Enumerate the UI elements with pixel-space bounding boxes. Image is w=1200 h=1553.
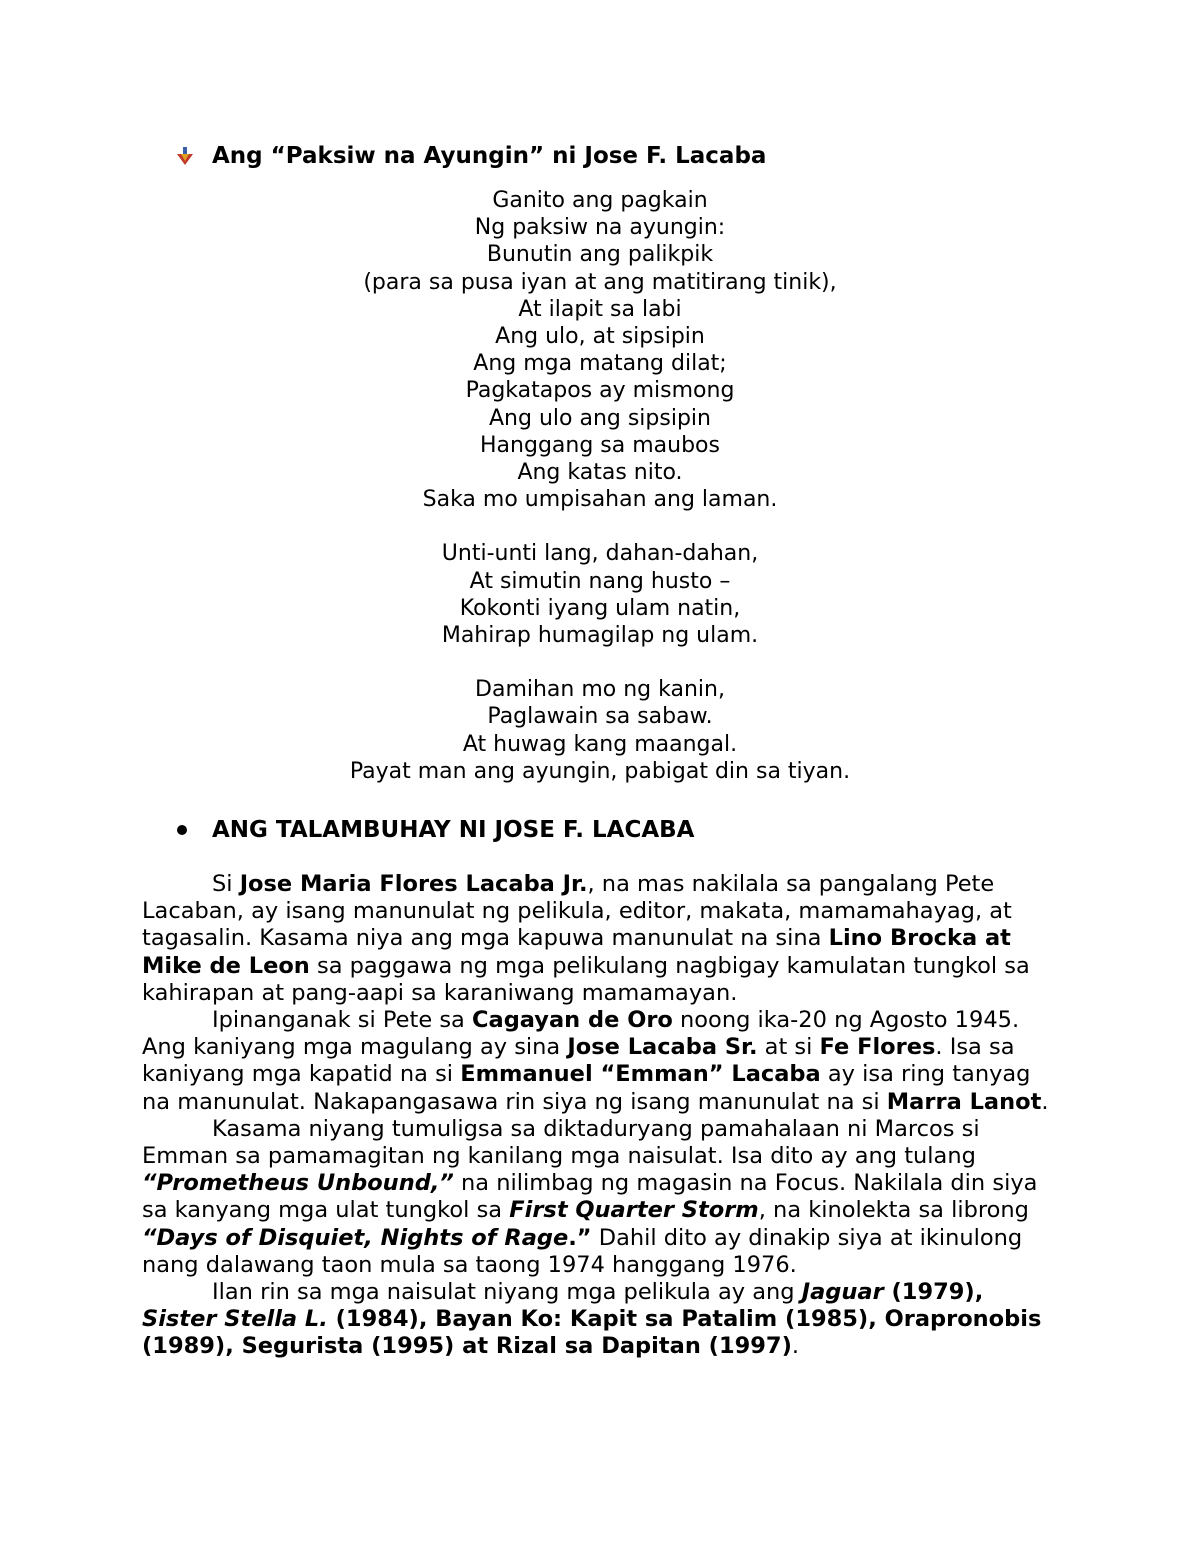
poem-line: At ilapit sa labi xyxy=(518,296,682,322)
text-run: Si xyxy=(212,871,240,897)
bio-paragraph-1 xyxy=(142,871,1062,1007)
arrow-down-bullet-icon xyxy=(175,145,195,167)
poem-line: Ang ulo, at sipsipin xyxy=(495,324,705,350)
bio-paragraph-3 xyxy=(142,1116,1062,1279)
bold-italic-title: “Prometheus Unbound,” xyxy=(142,1170,454,1197)
poem-line: At huwag kang maangal. xyxy=(462,731,738,757)
poem-line: Payat man ang ayungin, pabigat din sa tiyan. xyxy=(349,758,851,784)
poem-line: Ng paksiw na ayungin: xyxy=(474,215,726,241)
text-run: sa paggawa ng mga pelikulang nagbigay kamulatan tungkol sa kahirapan at pang-aapi sa karaniwang mamamayan. xyxy=(142,952,1030,1006)
poem-line: Bunutin ang palikpik xyxy=(486,242,714,268)
bio-paragraph-2 xyxy=(142,1007,1062,1116)
text-run: na nilimbag ng magasin na Focus. Nakilala din siya sa kanyang mga ulat tungkol sa xyxy=(142,1170,1038,1224)
text-run: Ilan rin sa mga naisulat niyang mga pelikula ay ang xyxy=(212,1279,802,1306)
poem-stanza-2 xyxy=(200,540,1000,649)
bold-year: (1979), xyxy=(883,1279,984,1306)
bold-italic-title: Sister Stella L. xyxy=(142,1306,328,1333)
text-run: Kasama niyang tumuligsa sa diktaduryang pamahalaan ni Marcos si Emman sa pamamagitan ng kanilang mga naisulat. Isa dito ay ang tulang xyxy=(142,1115,980,1170)
poem-line: Kokonti iyang ulam natin, xyxy=(459,595,741,621)
poem-line: Pagkatapos ay mismong xyxy=(465,378,735,404)
poem-line: (para sa pusa iyan at ang matitirang tinik), xyxy=(363,269,837,295)
biography-body xyxy=(142,871,1062,1361)
poem-line: Ang mga matang dilat; xyxy=(473,351,727,377)
text-run: , na kinolekta sa librong xyxy=(758,1197,1029,1224)
text-run: Dahil dito ay dinakip siya at ikinulong nang dalawang taon mula sa taong 1974 hanggang 1976. xyxy=(142,1224,1023,1278)
bold-name: Emmanuel “Emman” Lacaba xyxy=(460,1061,821,1088)
bold-name: Lino Brocka at Mike de Leon xyxy=(142,925,1011,979)
bio-paragraph-4 xyxy=(142,1279,1062,1361)
text-run: at si xyxy=(757,1034,820,1061)
bullet-icon xyxy=(177,825,187,835)
text-run: . xyxy=(1041,1088,1049,1115)
text-run: , na mas nakilala sa pangalang Pete Lacaban, ay isang manunulat ng pelikula, editor, makata, mamamahayag, at tagasalin. Kasama niya ang mga kapuwa manunulat na sina xyxy=(142,871,1012,952)
bold-italic-title: First Quarter Storm xyxy=(509,1197,759,1224)
poem-line: Ang katas nito. xyxy=(517,460,683,486)
bold-italic-title: Jaguar xyxy=(801,1279,884,1306)
poem-line: Hanggang sa maubos xyxy=(480,432,720,458)
bold-film-list: (1984), Bayan Ko: Kapit sa Patalim (1985), Orapronobis (1989), Segurista (1995) at Rizal sa Dapitan (1997) xyxy=(142,1306,1042,1360)
poem-line: Ganito ang pagkain xyxy=(492,188,708,213)
biography-heading: ANG TALAMBUHAY NI JOSE F. LACABA xyxy=(212,817,695,843)
bold-place: Cagayan de Oro xyxy=(472,1007,673,1034)
bold-name: Marra Lanot xyxy=(886,1088,1042,1115)
text-run: Ipinanganak si Pete sa xyxy=(212,1007,472,1034)
poem-heading: Ang “Paksiw na Ayungin” ni Jose F. Lacaba xyxy=(212,143,767,169)
poem-line: Paglawain sa sabaw. xyxy=(487,704,713,730)
text-run: ay isa ring tanyag na manunulat. Nakapangasawa rin siya ng isang manunulat na si xyxy=(142,1061,1031,1115)
bold-name: Jose Lacaba Sr. xyxy=(567,1034,758,1061)
poem-line: Unti-unti lang, dahan-dahan, xyxy=(441,541,759,567)
bold-italic-title: “Days of Disquiet, Nights of Rage xyxy=(142,1224,569,1251)
bold-name: Fe Flores xyxy=(819,1034,936,1061)
poem-stanza-3 xyxy=(200,676,1000,785)
poem-line: Saka mo umpisahan ang laman. xyxy=(422,487,778,513)
poem-stanza-1 xyxy=(200,187,1000,513)
poem-line: At simutin nang husto – xyxy=(469,568,731,594)
bold-punctuation: .” xyxy=(568,1224,592,1251)
text-run: . xyxy=(791,1333,800,1360)
poem-line: Damihan mo ng kanin, xyxy=(475,677,725,703)
poem-body xyxy=(200,187,1000,812)
poem-line: Mahirap humagilap ng ulam. xyxy=(441,623,759,649)
poem-line: Ang ulo ang sipsipin xyxy=(489,405,711,431)
text-run: . Isa sa kaniyang mga kapatid na si xyxy=(142,1034,1015,1088)
text-run: noong ika-20 ng Agosto 1945. Ang kaniyang mga magulang ay sina xyxy=(142,1007,1020,1061)
bold-name: Jose Maria Flores Lacaba Jr. xyxy=(239,871,588,897)
